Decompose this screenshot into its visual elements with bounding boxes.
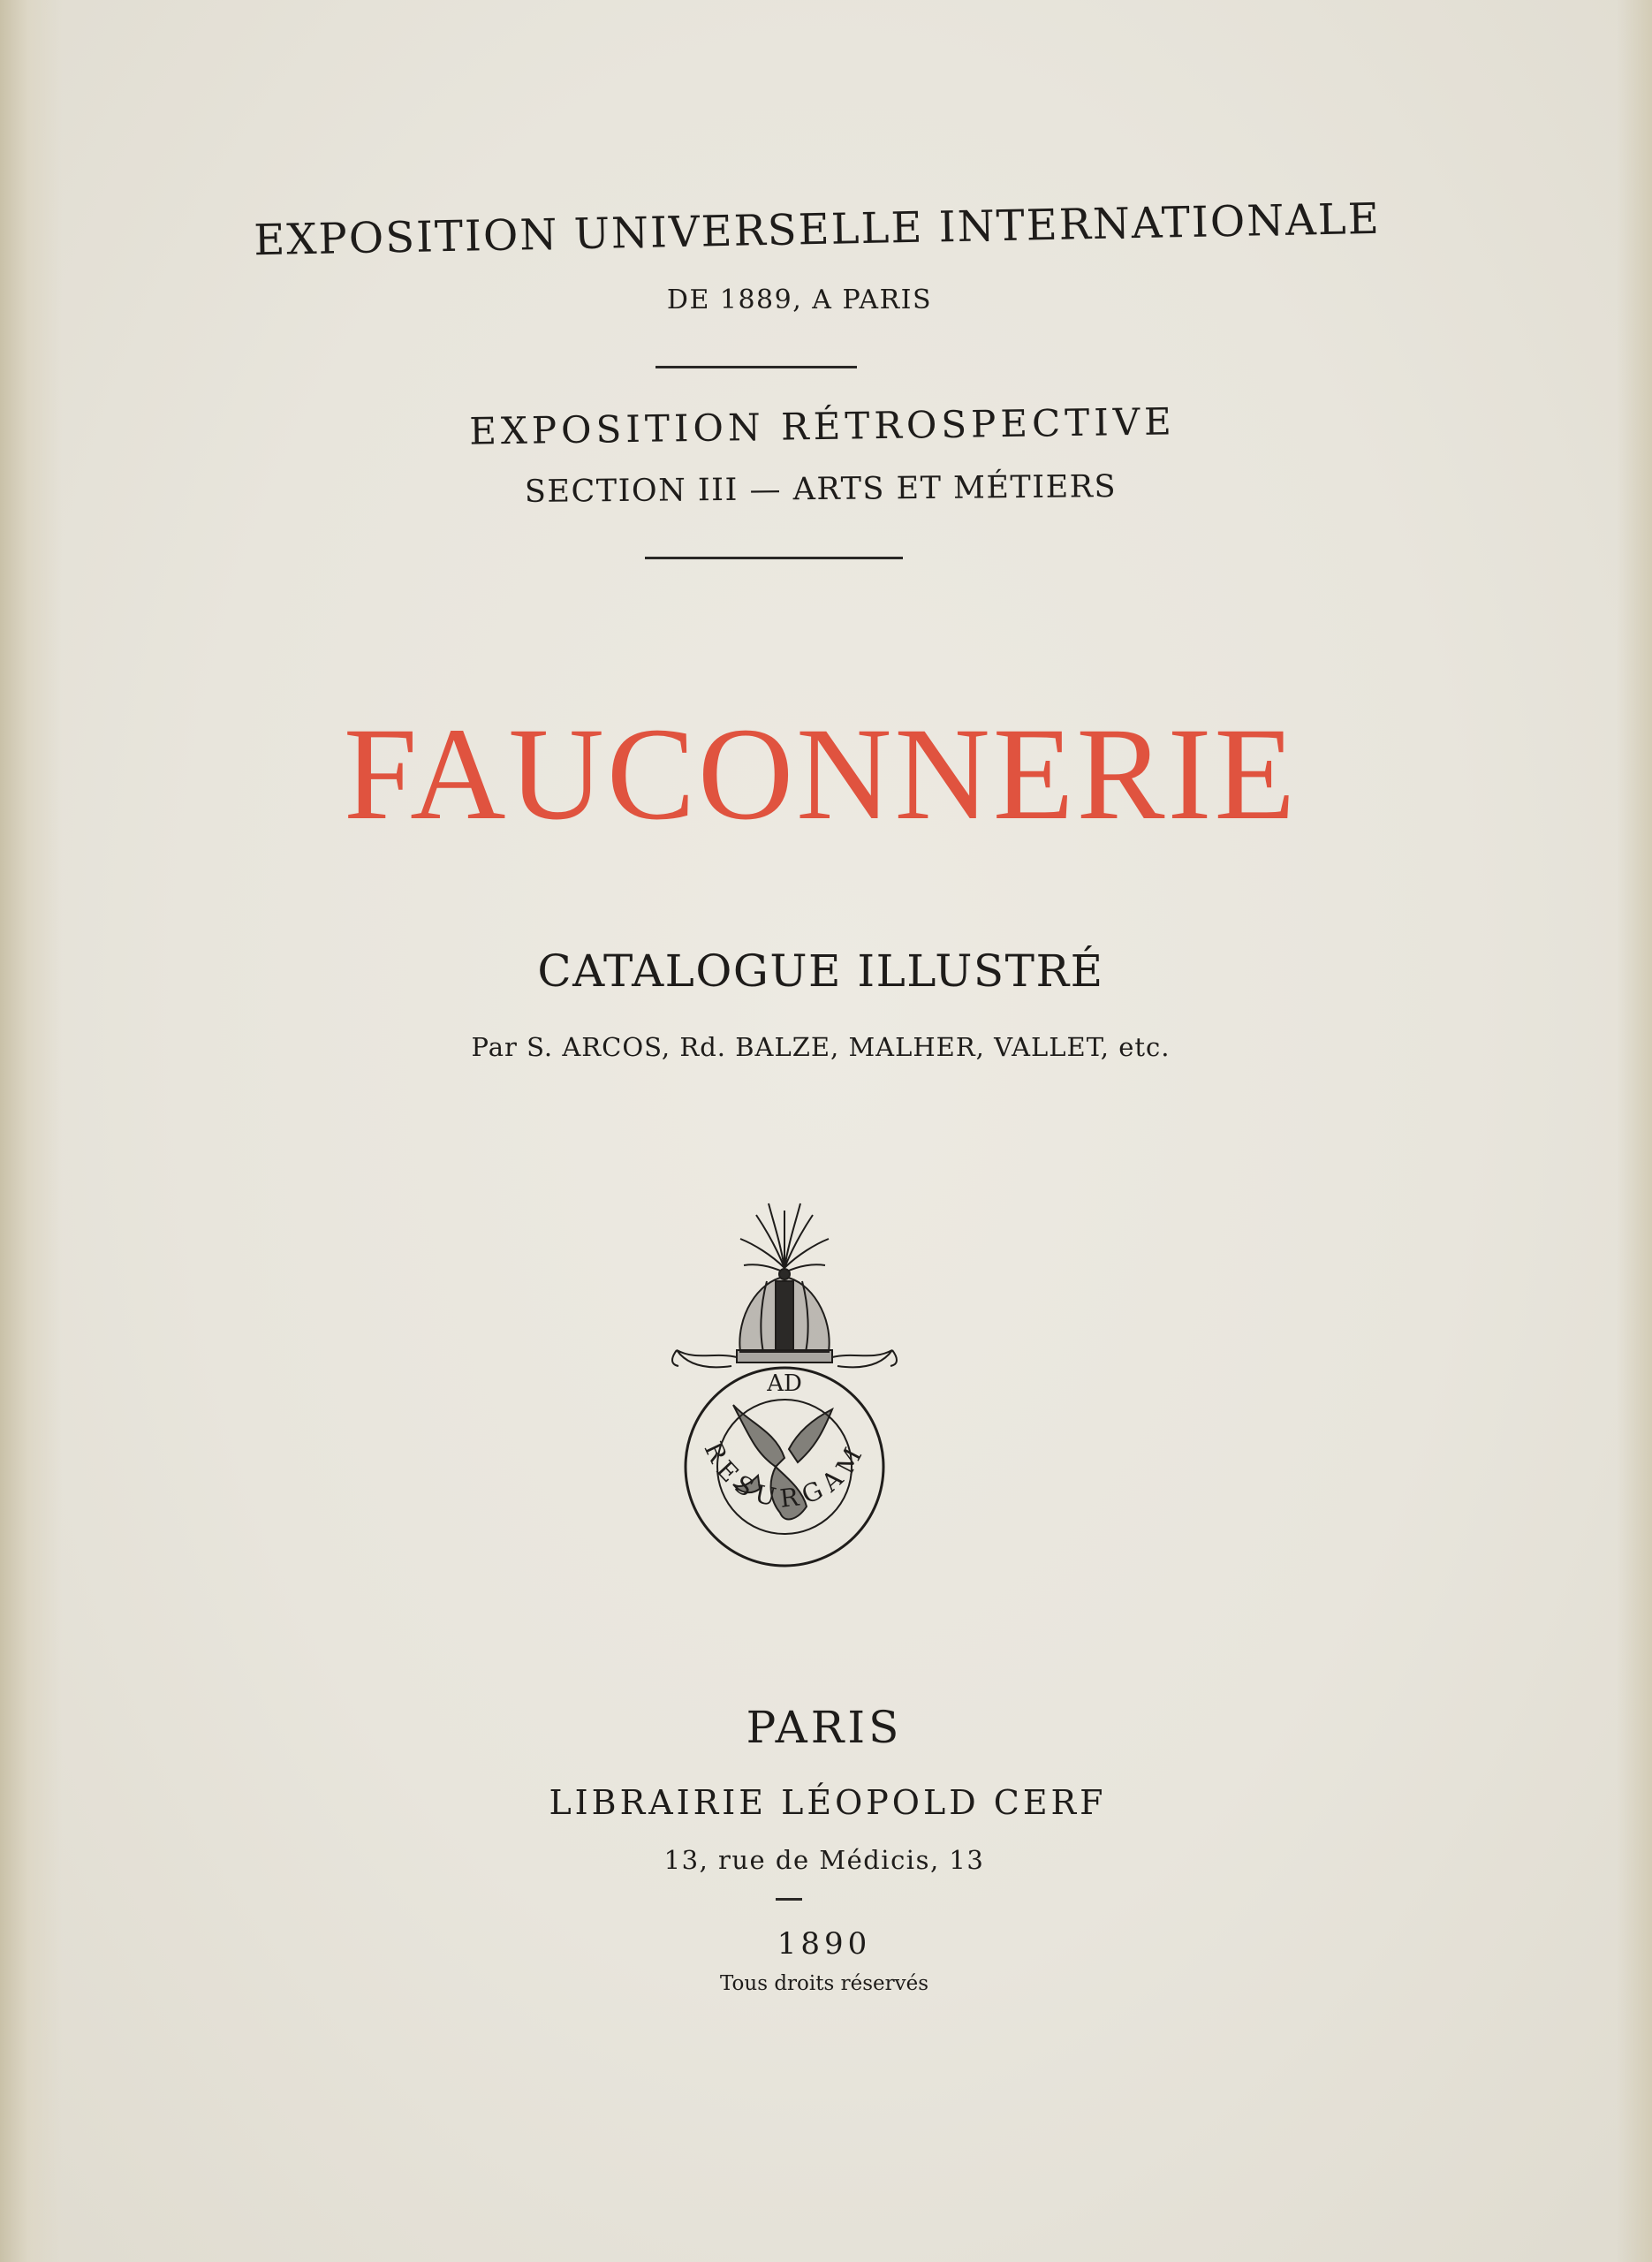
emblem-top-letters: AD	[767, 1370, 802, 1397]
falcon-crest-emblem-icon	[652, 1184, 917, 1573]
imprint-year: 1890	[777, 1926, 872, 1962]
book-title: FAUCONNERIE	[343, 701, 1299, 847]
catalogue-subtitle: CATALOGUE ILLUSTRÉ	[537, 945, 1104, 997]
exposition-date-line: DE 1889, A PARIS	[666, 285, 933, 315]
plume-icon	[740, 1203, 829, 1272]
divider-rule-2	[645, 557, 903, 559]
divider-rule-1	[655, 366, 857, 368]
emblem-motto-text: RESURGAM	[698, 1437, 871, 1514]
imprint-city: PARIS	[746, 1702, 903, 1753]
section-heading: SECTION III — ARTS ET MÉTIERS	[524, 469, 1118, 510]
rights-notice: Tous droits réservés	[719, 1972, 929, 1995]
crown-icon	[737, 1269, 832, 1363]
exposition-heading: EXPOSITION UNIVERSELLE INTERNATIONALE	[253, 194, 1382, 266]
imprint-publisher: LIBRAIRIE LÉOPOLD CERF	[549, 1783, 1107, 1822]
imprint-address: 13, rue de Médicis, 13	[663, 1845, 985, 1875]
divider-rule-3	[776, 1898, 802, 1901]
authors-line: Par S. ARCOS, Rd. BALZE, MALHER, VALLET, etc.	[471, 1032, 1171, 1062]
binding-shadow	[0, 0, 62, 2262]
page-edge-shadow	[1617, 0, 1652, 2262]
retrospective-heading: EXPOSITION RÉTROSPECTIVE	[468, 399, 1177, 453]
